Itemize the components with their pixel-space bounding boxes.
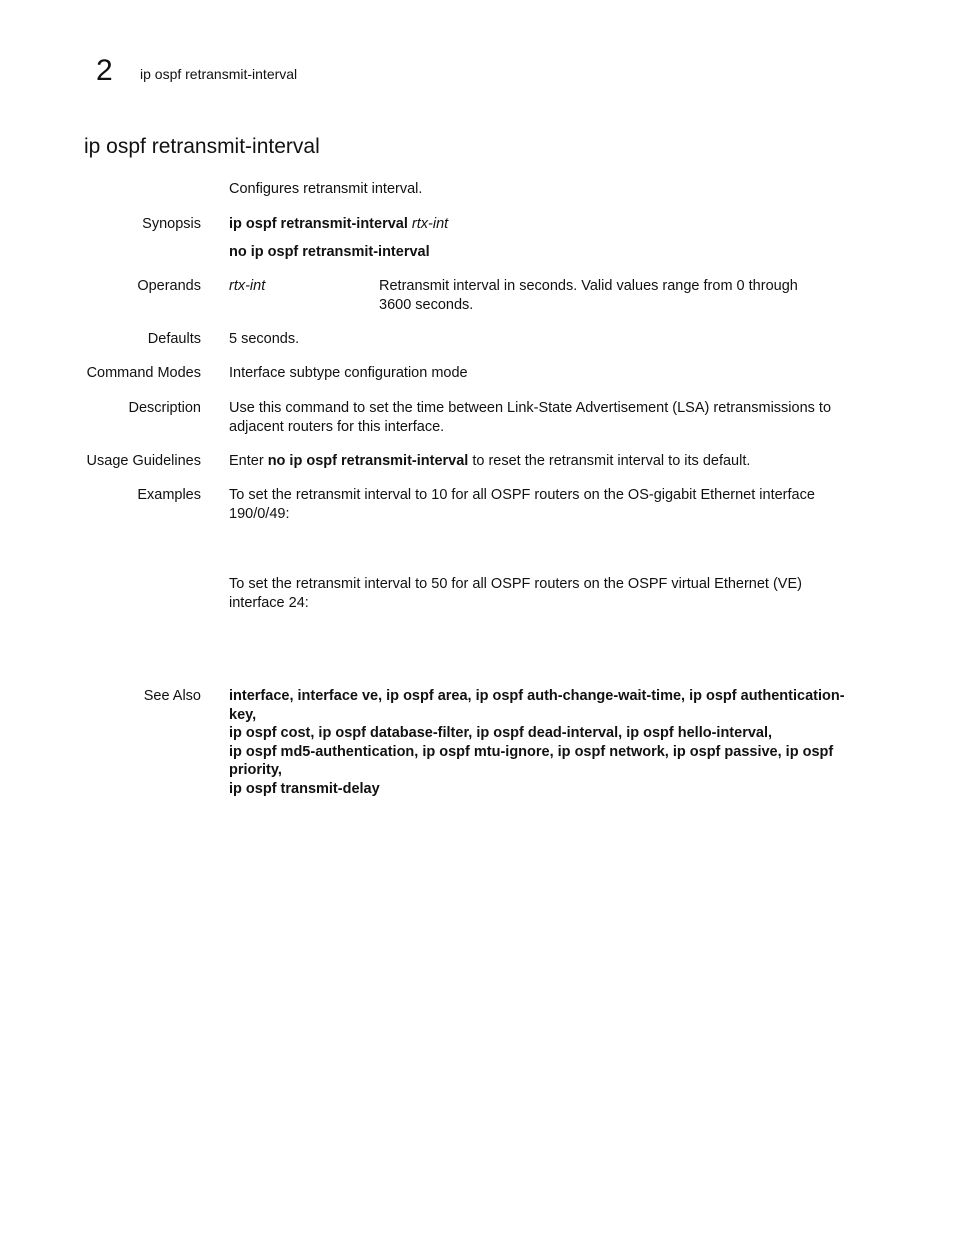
usage-cmd: no ip ospf retransmit-interval — [267, 453, 469, 469]
usage-text — [229, 452, 859, 471]
see-also-line-2: ip ospf cost, ip ospf database-filter, ip ospf dead-interval, ip ospf hello-interval, — [229, 725, 773, 741]
command-modes-label: Command Modes — [86, 365, 201, 381]
see-also-line-1: interface, interface ve, ip ospf area, ip ospf auth-change-wait-time, ip ospf authentication-key, — [229, 688, 845, 723]
synopsis-cmd2-keyword: no ip ospf retransmit-interval — [229, 244, 430, 260]
running-head: ip ospf retransmit-interval — [140, 66, 298, 82]
chapter-number: 2 — [96, 54, 113, 87]
usage-label: Usage Guidelines — [86, 453, 201, 469]
synopsis-cmd1-keyword: ip ospf retransmit-interval — [229, 216, 408, 232]
description-text: Use this command to set the time between Link-State Advertisement (LSA) retransmissions to adjacent routers for this interface. — [229, 400, 832, 435]
example-1-text: To set the retransmit interval to 10 for all OSPF routers on the OS-gigabit Ethernet interface 190/0/49: — [229, 487, 815, 522]
example-2-text: To set the retransmit interval to 50 for all OSPF routers on the OSPF virtual Ethernet (VE) interface 24: — [229, 576, 802, 611]
intro-text: Configures retransmit interval. — [229, 181, 423, 197]
see-also-line-4: ip ospf transmit-delay — [229, 780, 380, 797]
synopsis-cmd1 — [229, 215, 859, 234]
usage-pre: Enter — [229, 453, 268, 469]
synopsis-label: Synopsis — [142, 216, 201, 232]
see-also-list — [229, 687, 869, 798]
synopsis-cmd1-arg: rtx-int — [411, 216, 449, 232]
see-also-line-3: ip ospf md5-authentication, ip ospf mtu-ignore, ip ospf network, ip ospf passive, ip ospf priority, — [229, 743, 834, 778]
operands-label: Operands — [137, 278, 201, 294]
defaults-label: Defaults — [147, 331, 201, 347]
operand-description: Retransmit interval in seconds. Valid values range from 0 through 3600 seconds. — [379, 278, 798, 313]
examples-label: Examples — [137, 487, 201, 503]
defaults-text: 5 seconds. — [229, 331, 300, 347]
page-title: ip ospf retransmit-interval — [84, 135, 320, 158]
command-modes-text: Interface subtype configuration mode — [229, 365, 468, 381]
synopsis-cmd2 — [229, 243, 859, 262]
see-also-label: See Also — [143, 688, 201, 704]
operand-term: rtx-int — [229, 278, 266, 294]
description-label: Description — [128, 400, 201, 416]
usage-post: to reset the retransmit interval to its default. — [468, 453, 751, 469]
